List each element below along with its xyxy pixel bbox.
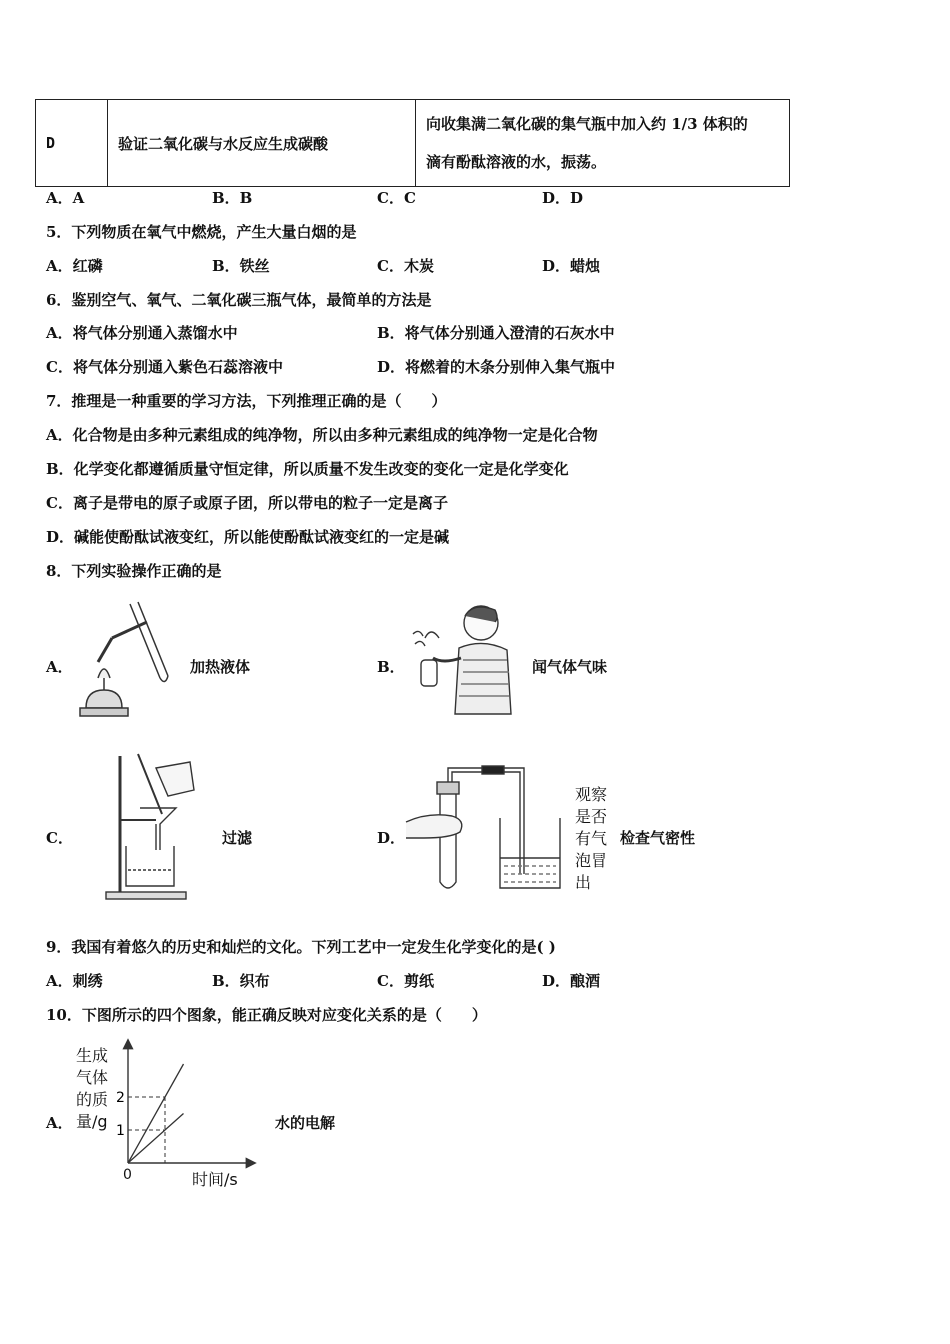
note-line: 有气 (575, 829, 608, 848)
filtration-figure (90, 752, 210, 902)
q6-option-b[interactable]: B．将气体分别通入澄清的石灰水中 (377, 324, 615, 342)
chart-xlabel: 时间/s (192, 1170, 238, 1189)
q6-stem: 6．鉴别空气、氧气、二氧化碳三瓶气体，最简单的方法是 (46, 291, 432, 309)
q7-option-b[interactable]: B．化学变化都遵循质量守恒定律，所以质量不发生改变的变化一定是化学变化 (46, 460, 569, 478)
q8-option-b[interactable]: B． (377, 658, 405, 676)
q5-option-c[interactable]: C．木炭 (377, 257, 434, 275)
q6-option-a[interactable]: A．将气体分别通入蒸馏水中 (46, 324, 238, 342)
q9-stem: 9．我国有着悠久的历史和灿烂的文化。下列工艺中一定发生化学变化的是( ) (46, 938, 556, 956)
table-cell-letter: D (36, 100, 108, 187)
chart-ylabel (76, 1045, 108, 1133)
q7-option-a[interactable]: A．化合物是由多种元素组成的纯净物，所以由多种元素组成的纯净物一定是化合物 (46, 426, 598, 444)
table-cell-purpose: 验证二氧化碳与水反应生成碳酸 (108, 100, 416, 187)
figure-d-note (575, 784, 607, 894)
q10-stem: 10．下图所示的四个图象，能正确反映对应变化关系的是（ ） (46, 1006, 487, 1024)
q6-option-d[interactable]: D．将燃着的木条分别伸入集气瓶中 (377, 358, 616, 376)
ylabel-line: 的质 (76, 1090, 109, 1109)
q7-option-c[interactable]: C．离子是带电的原子或原子团，所以带电的粒子一定是离子 (46, 494, 448, 512)
q9-option-d[interactable]: D．酿酒 (542, 972, 601, 990)
q4-option-a[interactable]: A．A (46, 189, 85, 207)
method-line-1: 向收集满二氧化碳的集气瓶中加入约 1/3 体积的 (426, 115, 748, 133)
q5-stem: 5．下列物质在氧气中燃烧，产生大量白烟的是 (46, 223, 357, 241)
series-line-shallower (128, 1114, 184, 1164)
heating-liquid-figure (72, 598, 187, 723)
smelling-gas-figure (403, 598, 515, 716)
q4-option-c[interactable]: C．C (377, 189, 416, 207)
method-line-2: 滴有酚酞溶液的水，振荡。 (426, 153, 607, 171)
experiment-table (35, 99, 790, 187)
q4-option-d[interactable]: D．D (542, 189, 584, 207)
q7-option-d[interactable]: D．碱能使酚酞试液变红，所以能使酚酞试液变红的一定是碱 (46, 528, 450, 546)
q10-caption-a: 水的电解 (275, 1114, 336, 1132)
q9-option-a[interactable]: A．刺绣 (46, 972, 103, 990)
q9-option-c[interactable]: C．剪纸 (377, 972, 434, 990)
table-cell-method (416, 100, 790, 187)
q8-option-d[interactable]: D． (377, 829, 406, 847)
q10-option-a[interactable]: A． (46, 1114, 73, 1132)
q8-caption-c: 过滤 (222, 829, 253, 847)
airtightness-figure (404, 762, 574, 894)
tube-wall-left (130, 604, 160, 678)
ylabel-line: 生成 (76, 1046, 109, 1065)
q5-option-d[interactable]: D．蜡烛 (542, 257, 601, 275)
series-line-steeper (128, 1064, 184, 1163)
table-row (36, 100, 790, 187)
ylabel-line: 量/g (76, 1112, 108, 1131)
q9-option-b[interactable]: B．织布 (212, 972, 270, 990)
origin-label: 0 (123, 1167, 132, 1183)
q7-stem: 7．推理是一种重要的学习方法，下列推理正确的是（ ） (46, 392, 447, 410)
q8-caption-d: 检查气密性 (620, 829, 696, 847)
q6-option-c[interactable]: C．将气体分别通入紫色石蕊溶液中 (46, 358, 283, 376)
q5-option-a[interactable]: A．红磷 (46, 257, 103, 275)
q8-option-a[interactable]: A． (46, 658, 73, 676)
q5-option-b[interactable]: B．铁丝 (212, 257, 270, 275)
q8-option-c[interactable]: C． (46, 829, 73, 847)
note-line: 泡冒 (575, 851, 608, 870)
q8-caption-a: 加热液体 (190, 658, 251, 676)
y-tick-label: 1 (116, 1123, 125, 1139)
q8-caption-b: 闻气体气味 (532, 658, 608, 676)
q8-stem: 8．下列实验操作正确的是 (46, 562, 222, 580)
note-line: 是否 (575, 807, 608, 826)
q4-option-b[interactable]: B．B (212, 189, 253, 207)
note-line: 出 (575, 873, 592, 892)
note-line: 观察 (575, 785, 608, 804)
ylabel-line: 气体 (76, 1068, 109, 1087)
tube-wall-right (138, 602, 168, 676)
y-tick-label: 2 (116, 1090, 125, 1106)
